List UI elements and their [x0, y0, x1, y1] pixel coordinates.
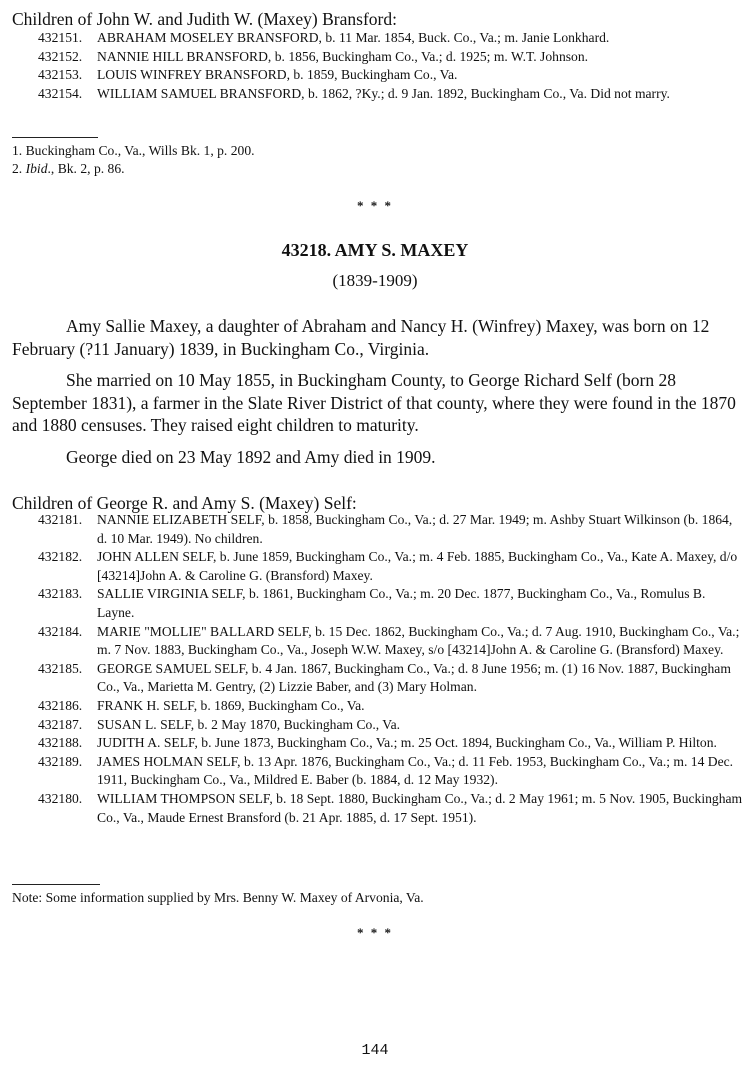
- paragraph-1: Amy Sallie Maxey, a daughter of Abraham and Nancy H. (Winfrey) Maxey, was born on 12 February (?11 January) 1839, in Buckingham Co., Virginia.: [12, 316, 710, 359]
- list-item: [38, 734, 744, 753]
- footnote-1: 1. Buckingham Co., Va., Wills Bk. 1, p. 200.: [12, 143, 255, 158]
- entry-text: NANNIE ELIZABETH SELF, b. 1858, Buckingham Co., Va.; d. 27 Mar. 1949; m. Ashby Stuart Wilkinson (b. 1864, d. 10 Mar. 1949). No children.: [97, 512, 733, 546]
- footnote-divider: [12, 137, 98, 138]
- list-item: [38, 66, 744, 85]
- entry-text: LOUIS WINFREY BRANSFORD, b. 1859, Buckingham Co., Va.: [97, 67, 458, 83]
- paragraph-3: George died on 23 May 1892 and Amy died in 1909.: [66, 447, 436, 467]
- entry-text: WILLIAM THOMPSON SELF, b. 18 Sept. 1880, Buckingham Co., Va.; d. 2 May 1961; m. 5 Nov. 1905, Buckingham Co., Va., Maude Ernest Bransford (b. 21 Apr. 1885, d. 17 Sept. 1951).: [97, 790, 743, 825]
- list-item: [38, 511, 744, 548]
- entry-number: 432182.: [38, 549, 83, 565]
- entry-number: 432187.: [38, 716, 83, 732]
- section-heading-bransford-children: Children of John W. and Judith W. (Maxey) Bransford:: [12, 9, 397, 29]
- paragraph-2: She married on 10 May 1855, in Buckingham County, to George Richard Self (born 28 September 1831), a farmer in the Slate River District of that county, where they were found in the 1870 and 1880 censuses. They raised eight children to maturity.: [12, 370, 736, 436]
- entry-text: FRANK H. SELF, b. 1869, Buckingham Co., Va.: [97, 697, 365, 713]
- entry-number: 432189.: [38, 753, 83, 769]
- list-item: [38, 29, 744, 48]
- page-number: 144: [361, 1042, 389, 1059]
- self-children-list: [38, 511, 744, 827]
- entry-text: SUSAN L. SELF, b. 2 May 1870, Buckingham Co., Va.: [97, 716, 401, 732]
- entry-number: 432185.: [38, 660, 83, 676]
- entry-number: 432186.: [38, 697, 83, 713]
- entry-number: 432152.: [38, 48, 83, 64]
- entry-text: GEORGE SAMUEL SELF, b. 4 Jan. 1867, Buckingham Co., Va.; d. 8 June 1956; m. (1) 16 Nov. 1887, Buckingham Co., Va., Marietta M. Gentry, (2) Lizzie Baber, and (3) Mary Holman.: [97, 660, 731, 695]
- section-separator-end: * * *: [357, 925, 393, 940]
- article-dates: (1839-1909): [332, 271, 418, 290]
- entry-text: JOHN ALLEN SELF, b. June 1859, Buckingham Co., Va.; m. 4 Feb. 1885, Buckingham Co., Va., Kate A. Maxey, d/o [43214]John A. & Caroline G. (Bransford) Maxey.: [97, 549, 738, 583]
- list-item: [38, 85, 744, 104]
- entry-text: WILLIAM SAMUEL BRANSFORD, b. 1862, ?Ky.; d. 9 Jan. 1892, Buckingham Co., Va. Did not marry.: [97, 85, 670, 101]
- list-item: [38, 548, 744, 585]
- list-item: [38, 660, 744, 697]
- list-item: [38, 753, 744, 790]
- entry-number: 432183.: [38, 586, 83, 602]
- entry-number: 432180.: [38, 790, 83, 806]
- footnote-2-rest: ., Bk. 2, p. 86.: [47, 161, 125, 176]
- entry-text: SALLIE VIRGINIA SELF, b. 1861, Buckingham Co., Va.; m. 20 Dec. 1877, Buckingham Co., Va., Romulus B. Layne.: [97, 586, 706, 620]
- entry-text: NANNIE HILL BRANSFORD, b. 1856, Buckingham Co., Va.; d. 1925; m. W.T. Johnson.: [97, 48, 589, 64]
- entry-text: ABRAHAM MOSELEY BRANSFORD, b. 11 Mar. 1854, Buck. Co., Va.; m. Janie Lonkhard.: [97, 30, 610, 45]
- entry-number: 432184.: [38, 623, 83, 639]
- entry-text: JUDITH A. SELF, b. June 1873, Buckingham Co., Va.; m. 25 Oct. 1894, Buckingham Co., Va., William P. Hilton.: [97, 735, 717, 751]
- entry-number: 432154.: [38, 85, 83, 101]
- list-item: [38, 697, 744, 716]
- list-item: [38, 48, 744, 67]
- list-item: [38, 716, 744, 735]
- footnotes: [12, 142, 255, 178]
- footnote-2: [12, 160, 255, 178]
- list-item: [38, 585, 744, 622]
- entry-number: 432188.: [38, 735, 83, 751]
- note-divider: [12, 884, 100, 885]
- article-title: 43218. AMY S. MAXEY: [281, 240, 469, 260]
- section-separator: * * *: [357, 198, 393, 213]
- note-text: Note: Some information supplied by Mrs. Benny W. Maxey of Arvonia, Va.: [12, 890, 424, 905]
- entry-text: JAMES HOLMAN SELF, b. 13 Apr. 1876, Buckingham Co., Va.; d. 11 Feb. 1953, Buckingham Co., Va.; m. 14 Dec. 1911, Buckingham Co., Va., Mildred E. Baber (b. 1884, d. 12 May 1932).: [97, 753, 734, 788]
- section-heading-self-children: Children of George R. and Amy S. (Maxey) Self:: [12, 493, 357, 513]
- footnote-2-ibid: Ibid: [25, 161, 48, 176]
- list-item: [38, 790, 744, 827]
- entry-number: 432181.: [38, 512, 83, 527]
- footnote-2-number: 2.: [12, 161, 26, 176]
- entry-number: 432153.: [38, 67, 83, 83]
- list-item: [38, 623, 744, 660]
- entry-number: 432151.: [38, 30, 83, 45]
- entry-text: MARIE "MOLLIE" BALLARD SELF, b. 15 Dec. 1862, Buckingham Co., Va.; d. 7 Aug. 1910, Buckingham Co., Va.; m. 7 Nov. 1883, Buckingham Co., Va., Joseph W.W. Maxey, s/o [43214]John A. & Caroline G. (Bransford) Maxey.: [97, 623, 740, 658]
- bransford-children-list: [38, 29, 744, 103]
